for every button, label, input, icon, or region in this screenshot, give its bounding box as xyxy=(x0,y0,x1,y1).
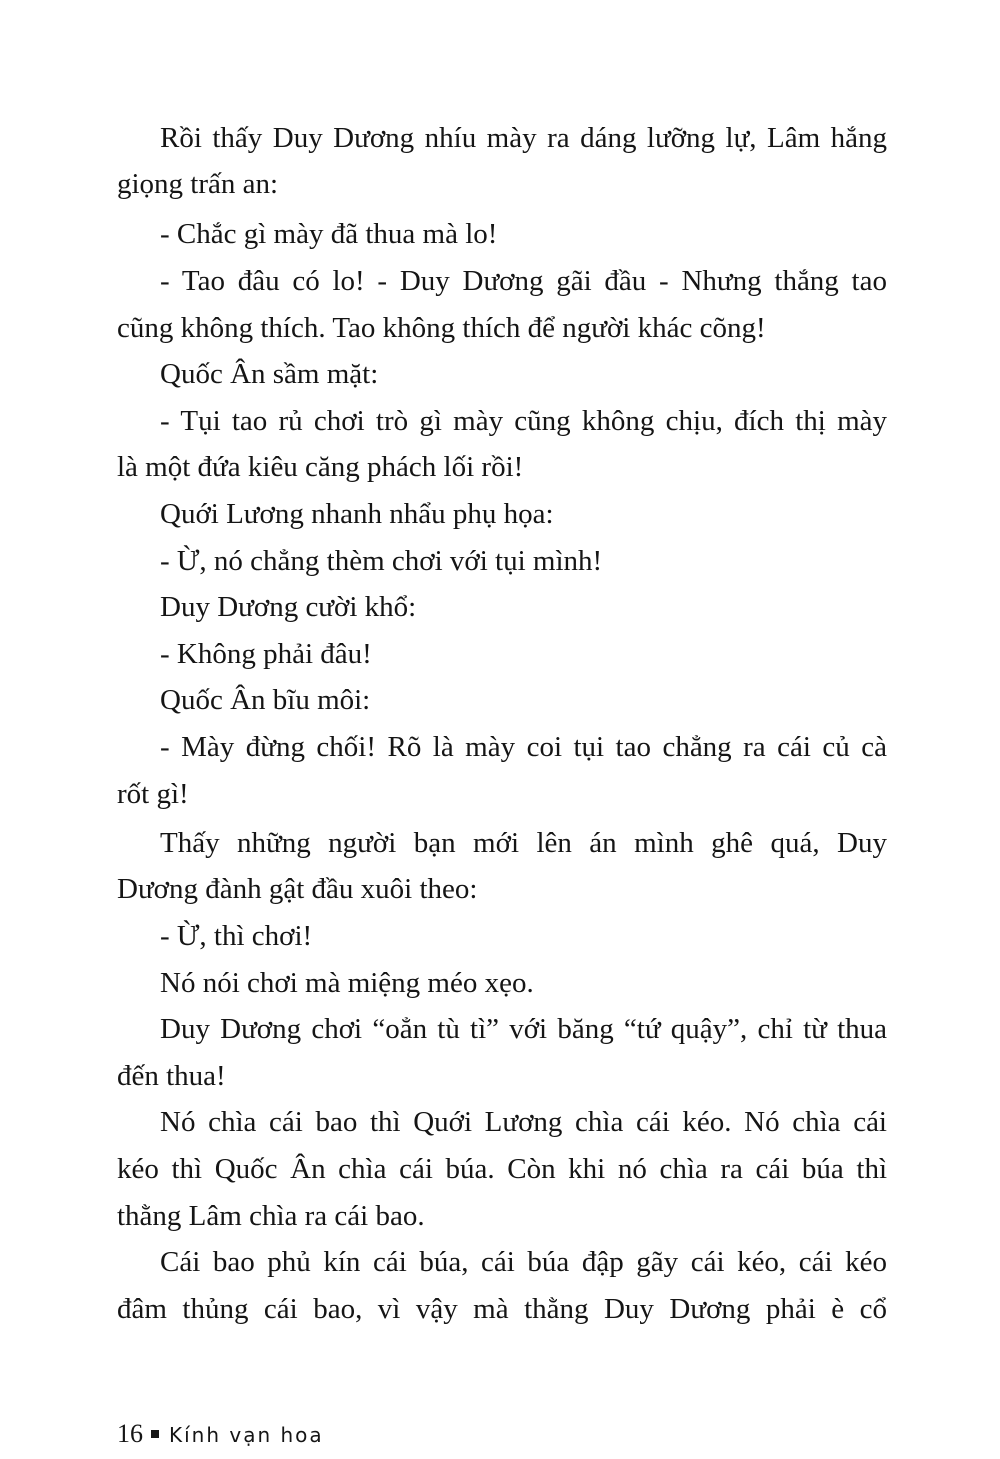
text-line-13: Quốc Ân bĩu môi: xyxy=(160,684,371,716)
text-line-19: Nó nói chơi mà miệng méo xẹo. xyxy=(160,967,534,999)
text-line-23: kéo thì Quốc Ân chìa cái búa. Còn khi nó chìa ra cái búa thì xyxy=(117,1153,887,1185)
text-line-16: Thấy những người bạn mới lên án mình ghê quá, Duy xyxy=(160,827,887,859)
footer-bullet-icon xyxy=(151,1430,159,1438)
book-title: Kính vạn hoa xyxy=(169,1423,324,1447)
text-line-15: rốt gì! xyxy=(117,778,189,810)
page-footer xyxy=(117,1416,324,1453)
text-line-21: đến thua! xyxy=(117,1060,226,1092)
text-line-17: Dương đành gật đầu xuôi theo: xyxy=(117,873,478,905)
text-line-12: - Không phải đâu! xyxy=(160,638,372,670)
text-line-1: Rồi thấy Duy Dương nhíu mày ra dáng lưỡng lự, Lâm hắng xyxy=(160,122,887,154)
text-line-6: Quốc Ân sầm mặt: xyxy=(160,358,379,390)
text-line-10: - Ừ, nó chẳng thèm chơi với tụi mình! xyxy=(160,545,603,577)
text-line-26: đâm thủng cái bao, vì vậy mà thằng Duy Dương phải è cổ xyxy=(117,1293,887,1325)
text-line-24: thằng Lâm chìa ra cái bao. xyxy=(117,1200,425,1232)
page-number: 16 xyxy=(117,1419,143,1448)
text-line-22: Nó chìa cái bao thì Quới Lương chìa cái kéo. Nó chìa cái xyxy=(160,1106,887,1138)
text-line-2: giọng trấn an: xyxy=(117,168,279,200)
text-line-11: Duy Dương cười khổ: xyxy=(160,591,417,623)
text-line-14: - Mày đừng chối! Rõ là mày coi tụi tao chẳng ra cái củ cà xyxy=(160,731,887,763)
text-line-7: - Tụi tao rủ chơi trò gì mày cũng không chịu, đích thị mày xyxy=(160,405,887,437)
text-line-18: - Ừ, thì chơi! xyxy=(160,920,313,952)
text-line-5: cũng không thích. Tao không thích để người khác cõng! xyxy=(117,312,766,344)
text-line-9: Quới Lương nhanh nhẩu phụ họa: xyxy=(160,498,554,530)
text-line-4: - Tao đâu có lo! - Duy Dương gãi đầu - Nhưng thắng tao xyxy=(160,265,887,297)
text-line-20: Duy Dương chơi “oẳn tù tì” với băng “tứ quậy”, chỉ từ thua xyxy=(160,1013,887,1045)
text-line-25: Cái bao phủ kín cái búa, cái búa đập gãy cái kéo, cái kéo xyxy=(160,1246,887,1278)
text-line-3: - Chắc gì mày đã thua mà lo! xyxy=(160,218,498,250)
text-line-8: là một đứa kiêu căng phách lối rồi! xyxy=(117,451,524,483)
